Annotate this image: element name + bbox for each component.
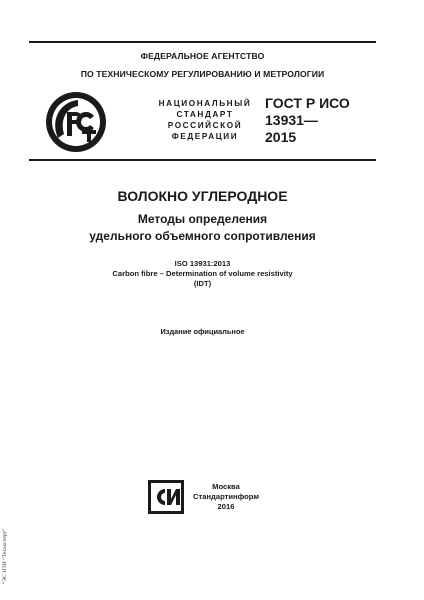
top-rule	[29, 41, 376, 43]
agency-line-2: ПО ТЕХНИЧЕСКОМУ РЕГУЛИРОВАНИЮ И МЕТРОЛОГИИ	[80, 69, 325, 79]
agency-line-1: ФЕДЕРАЛЬНОЕ АГЕНТСТВО	[140, 51, 265, 61]
gost-number-line-3: 2015	[265, 129, 297, 145]
national-standard-line-1: НАЦИОНАЛЬНЫЙ	[158, 99, 252, 108]
gost-number-line-1: ГОСТ Р ИСО	[265, 95, 350, 111]
iso-idt: (IDT)	[193, 279, 212, 288]
national-standard-line-2: СТАНДАРТ	[176, 110, 234, 119]
document-subtitle-line-2: удельного объемного сопротивления	[89, 229, 316, 243]
iso-reference: ISO 13931:2013	[174, 259, 231, 268]
document-subtitle-line-1: Методы определения	[137, 212, 268, 226]
side-watermark-note: “ЭС НТИ “Техэксперт”	[2, 528, 8, 584]
national-standard-line-4: ФЕДЕРАЦИИ	[171, 132, 239, 141]
national-standard-line-3: РОССИЙСКОЙ	[167, 121, 243, 130]
publisher-year: 2016	[217, 502, 235, 511]
iso-english-title: Carbon fibre – Determination of volume resistivity	[112, 269, 293, 278]
gost-number-line-2: 13931—	[265, 112, 318, 128]
publisher-city: Москва	[212, 482, 240, 491]
publisher-name: Стандартинформ	[193, 492, 259, 501]
document-title: ВОЛОКНО УГЛЕРОДНОЕ	[117, 188, 288, 204]
header-bottom-rule	[29, 159, 376, 161]
rst-certification-logo-icon	[44, 90, 108, 154]
standartinform-logo-icon	[148, 480, 184, 514]
official-edition: Издание официальное	[160, 327, 245, 336]
